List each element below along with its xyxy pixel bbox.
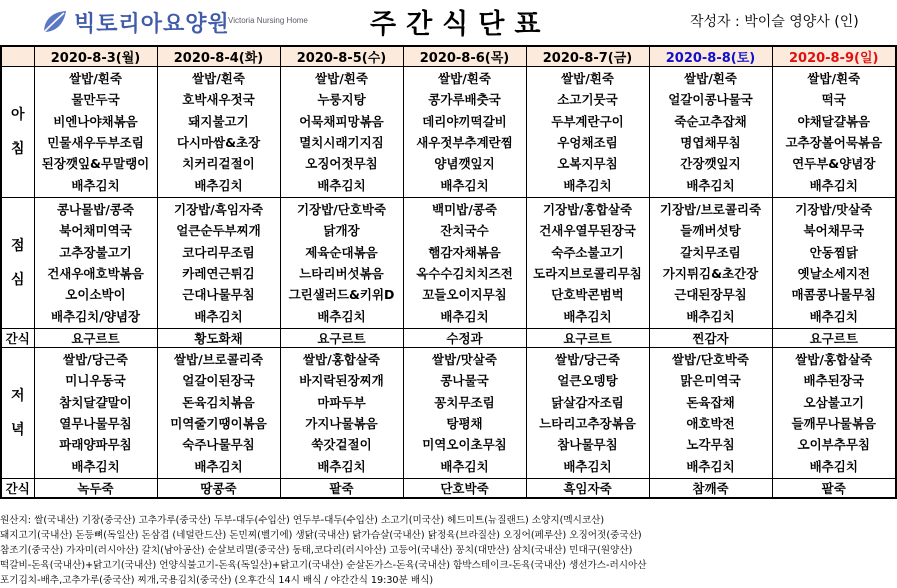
date-header: 2020-8-7(금): [526, 46, 649, 67]
menu-item: 숙주나물무침: [182, 437, 255, 453]
menu-item: 민물새우두부조림: [47, 135, 144, 150]
menu-item: 그린샐러드&키위D: [288, 287, 395, 303]
menu-item: 오이부추무침: [797, 437, 870, 453]
menu-item: 기장밥/브로콜리죽: [659, 202, 762, 218]
lunch-cell: [772, 198, 896, 329]
menu-item: 떡국: [821, 92, 846, 108]
breakfast-cell: [649, 67, 772, 198]
late-cell: 흑임자죽: [526, 479, 649, 499]
menu-item: 쌀밥/흰죽: [192, 71, 245, 87]
menu-item: 숙주소불고기: [551, 244, 624, 260]
menu-item: 미역오이초무침: [422, 437, 507, 453]
menu-item: 간장깻잎지: [680, 156, 741, 172]
dinner-cell: [772, 348, 896, 479]
logo-name: 빅토리아요양원: [74, 12, 230, 37]
breakfast-cell: [157, 67, 280, 198]
snack-cell: 요구르트: [772, 329, 896, 348]
logo-english-name: Victoria Nursing Home: [228, 16, 308, 25]
menu-item: 햄감자채볶음: [428, 244, 501, 260]
menu-item: 쌀밥/흰죽: [69, 71, 122, 87]
menu-item: 꽁치무조림: [434, 394, 495, 410]
menu-item: 멸치시래기지짐: [299, 135, 384, 150]
dinner-row: [1, 348, 896, 479]
menu-item: 얼큰오뎅탕: [557, 373, 618, 389]
lunch-cell: [526, 198, 649, 329]
menu-item: 쌀밥/당근죽: [63, 352, 128, 368]
menu-item: 명엽채무침: [680, 135, 741, 150]
dinner-cell: [280, 348, 403, 479]
late-cell: 땅콩죽: [157, 479, 280, 499]
menu-item: 고추장볼어묵볶음: [785, 135, 883, 150]
menu-item: 배추김치: [686, 177, 735, 193]
dinner-label-char: 저: [10, 388, 25, 404]
menu-item: 배추김치: [440, 308, 489, 324]
snack-row: [1, 329, 896, 348]
lunch-cell: [280, 198, 403, 329]
menu-item: 카레연근튀김: [182, 266, 255, 281]
snack-cell: 수정과: [403, 329, 526, 348]
menu-item: 배추김치: [71, 458, 120, 474]
origin-line: 포기김치-배추,고추가루(중국산) 찌개,국용김치(중국산) (오후간식 14시 배식 / 야간간식 19:30분 배식): [0, 575, 434, 586]
breakfast-label-char: 아: [10, 107, 25, 123]
menu-item: 꼬들오이지무침: [422, 287, 507, 303]
menu-item: 배추김치/양념장: [50, 308, 141, 324]
menu-item: 제육순대볶음: [305, 244, 378, 260]
menu-item: 된장깻잎&무말랭이: [41, 156, 150, 172]
menu-item: 열무나물무침: [59, 416, 132, 431]
origin-notes: [0, 513, 897, 588]
menu-item: 얼갈이된장국: [182, 373, 255, 389]
menu-item: 기장밥/맛살죽: [795, 202, 873, 218]
menu-item: 배추김치: [440, 177, 489, 193]
breakfast-label: [1, 67, 34, 198]
menu-item: 오삼불고기: [803, 394, 864, 410]
menu-item: 옛날소세지전: [797, 266, 870, 281]
breakfast-label-char: 침: [10, 141, 25, 157]
page-header: [0, 0, 897, 44]
menu-item: 배추김치: [194, 458, 243, 474]
menu-item: 매콤콩나물무침: [791, 287, 877, 303]
menu-item: 쑥갓겉절이: [311, 437, 372, 453]
snack-cell: 찐감자: [649, 329, 772, 348]
menu-item: 배추된장국: [803, 373, 864, 389]
dinner-cell: [526, 348, 649, 479]
menu-item: 북어채미역국: [59, 223, 132, 239]
date-header-saturday: 2020-8-8(토): [649, 46, 772, 67]
menu-item: 근대된장무침: [674, 287, 747, 303]
dinner-label: [1, 348, 34, 479]
author-label: 작성자 : 박이슬 영양사 (인): [690, 14, 859, 30]
menu-item: 배추김치: [317, 308, 366, 324]
menu-item: 배추김치: [809, 177, 858, 193]
breakfast-cell: [280, 67, 403, 198]
lunch-cell: [157, 198, 280, 329]
breakfast-row: [1, 67, 896, 198]
page-title: 주간식단표: [370, 9, 551, 40]
menu-item: 돈육김치볶음: [182, 394, 255, 410]
menu-item: 기장밥/단호박죽: [296, 202, 387, 218]
menu-item: 미역줄기땡이볶음: [170, 416, 267, 431]
menu-item: 야채달걀볶음: [797, 113, 870, 129]
menu-item: 물만두국: [71, 92, 120, 108]
origin-line: 참조기(중국산) 가자미(러시아산) 갈치(남아공산) 순살보리멸(중국산) 동태,코다리(러시아산) 고등어(국내산) 꽁치(대만산) 삼치(국내산) 민대구(원양산): [0, 545, 633, 556]
menu-item: 배추김치: [686, 458, 735, 474]
late-snack-row: [1, 479, 896, 499]
menu-item: 기장밥/흑임자죽: [173, 202, 264, 218]
lunch-row: [1, 198, 896, 329]
dinner-cell: [403, 348, 526, 479]
menu-item: 새우젓부추계란찜: [416, 135, 513, 150]
late-cell: 녹두죽: [34, 479, 157, 499]
breakfast-cell: [403, 67, 526, 198]
menu-item: 쌀밥/흰죽: [438, 71, 491, 87]
menu-item: 콩나물국: [440, 373, 489, 389]
weekly-menu-table: [0, 45, 897, 499]
menu-item: 가지튀김&초간장: [662, 266, 759, 281]
menu-item: 느타리버섯볶음: [299, 266, 384, 281]
breakfast-cell: [34, 67, 157, 198]
origin-line: 원산지: 쌀(국내산) 기장(중국산) 고추가루(중국산) 두부-대두(수입산) 연두부-대두(수입산) 소고기(미국산) 헤드미트(뉴질랜드) 소양지(멕시코산): [0, 515, 605, 526]
corner-cell: [1, 46, 34, 67]
menu-item: 배추김치: [563, 177, 612, 193]
date-header: 2020-8-3(월): [34, 46, 157, 67]
menu-item: 옥수수김치치즈전: [416, 266, 513, 281]
menu-item: 쌀밥/맛살죽: [432, 352, 497, 368]
menu-item: 연두부&양념장: [792, 156, 876, 172]
menu-item: 건새우열무된장국: [539, 223, 636, 239]
menu-item: 미니우동국: [65, 373, 126, 389]
menu-item: 돼지불고기: [188, 113, 249, 129]
menu-item: 쌀밥/브로콜리죽: [173, 352, 264, 368]
snack-label: 간식: [1, 329, 34, 348]
snack-cell: 요구르트: [34, 329, 157, 348]
menu-item: 돈육잡채: [686, 394, 735, 410]
menu-item: 배추김치: [194, 308, 243, 324]
menu-item: 오복지무침: [557, 156, 618, 172]
late-cell: 팥죽: [772, 479, 896, 499]
menu-item: 쌀밥/흰죽: [561, 71, 614, 87]
menu-item: 쌀밥/당근죽: [555, 352, 620, 368]
snack-cell: 황도화채: [157, 329, 280, 348]
menu-item: 쌀밥/흰죽: [807, 71, 861, 87]
menu-item: 바지락된장찌개: [299, 373, 384, 389]
menu-item: 양념깻잎지: [434, 156, 495, 172]
menu-item: 파래양파무침: [59, 437, 132, 453]
menu-item: 치커리겉절이: [182, 156, 255, 172]
menu-item: 누룽지탕: [317, 92, 366, 108]
menu-item: 우엉채조림: [557, 135, 618, 150]
menu-item: 닭살감자조림: [551, 394, 624, 410]
menu-item: 갈치무조림: [680, 244, 741, 260]
origin-line: 돼지고기(국내산) 돈등뼈(독일산) 돈삼겹 (네덜란드산) 돈민찌(벨기에) 생닭(국내산) 닭가슴살(국내산) 닭정육(브라질산) 오징어(페루산) 오징어젓(중국산): [0, 530, 642, 541]
menu-item: 콩가루배춧국: [428, 92, 501, 108]
menu-item: 탕평채: [446, 416, 483, 431]
late-cell: 참깨죽: [649, 479, 772, 499]
menu-item: 비엔나야채볶음: [53, 113, 138, 129]
lunch-label-char: 심: [10, 272, 25, 288]
late-label: 간식: [1, 479, 34, 499]
menu-item: 도라지브로콜리무침: [533, 266, 642, 281]
date-header-row: [1, 46, 896, 67]
menu-item: 쌀밥/흰죽: [315, 71, 368, 87]
menu-item: 기장밥/홍합살죽: [542, 202, 633, 218]
menu-item: 배추김치: [686, 308, 735, 324]
menu-item: 단호박콘범벅: [551, 287, 624, 303]
late-cell: 단호박죽: [403, 479, 526, 499]
menu-item: 배추김치: [809, 308, 858, 324]
dinner-cell: [34, 348, 157, 479]
breakfast-cell: [772, 67, 896, 198]
menu-item: 배추김치: [194, 177, 243, 193]
menu-item: 안동찜닭: [809, 244, 858, 260]
menu-item: 호박새우젓국: [182, 92, 255, 108]
menu-item: 맑은미역국: [680, 373, 741, 389]
menu-item: 배추김치: [440, 458, 489, 474]
menu-item: 애호박전: [686, 416, 735, 431]
lunch-cell: [34, 198, 157, 329]
menu-item: 배추김치: [317, 177, 366, 193]
menu-item: 소고기뭇국: [557, 92, 618, 108]
menu-item: 어묵채피망볶음: [299, 113, 384, 129]
menu-item: 느타리고추장볶음: [539, 416, 636, 431]
lunch-cell: [403, 198, 526, 329]
breakfast-cell: [526, 67, 649, 198]
date-header: 2020-8-5(수): [280, 46, 403, 67]
menu-item: 얼큰순두부찌개: [176, 223, 261, 239]
origin-line: 떡갈비-돈육(국내산)+닭고기(국내산) 언양식불고기-돈육(독일산)+닭고기(국내산) 순살돈가스-돈육(국내산) 함박스테이크-돈육(국내산) 생선가스-러시아산: [0, 560, 647, 571]
dinner-cell: [157, 348, 280, 479]
snack-cell: 요구르트: [280, 329, 403, 348]
menu-item: 배추김치: [71, 177, 120, 193]
menu-item: 가지나물볶음: [305, 416, 378, 431]
menu-item: 배추김치: [563, 308, 612, 324]
menu-item: 들깨버섯탕: [680, 223, 741, 239]
menu-item: 죽순고추잡채: [674, 113, 747, 129]
menu-item: 닭개장: [323, 223, 360, 239]
menu-item: 오이소박이: [65, 287, 126, 303]
menu-item: 쌀밥/단호박죽: [671, 352, 750, 368]
logo: [40, 6, 308, 38]
menu-item: 건새우애호박볶음: [47, 266, 144, 281]
menu-item: 들깨무나물볶음: [791, 416, 877, 431]
menu-item: 잔치국수: [440, 223, 489, 239]
menu-item: 오징어젓무침: [305, 156, 378, 172]
date-header: 2020-8-4(화): [157, 46, 280, 67]
menu-item: 얼갈이콩나물국: [668, 92, 753, 108]
menu-item: 콩나물밥/콩죽: [56, 202, 135, 218]
menu-item: 배추김치: [563, 458, 612, 474]
logo-leaf-icon: [40, 8, 68, 36]
menu-item: 쌀밥/홍합살죽: [302, 352, 381, 368]
menu-item: 고추장불고기: [59, 244, 132, 260]
menu-item: 두부계란구이: [551, 113, 624, 129]
dinner-label-char: 녁: [10, 422, 25, 438]
lunch-label: [1, 198, 34, 329]
late-cell: 팥죽: [280, 479, 403, 499]
menu-item: 데리야끼떡갈비: [422, 113, 507, 129]
menu-item: 배추김치: [317, 458, 366, 474]
menu-item: 마파두부: [317, 394, 366, 410]
dinner-cell: [649, 348, 772, 479]
menu-item: 노각무침: [686, 437, 735, 453]
menu-item: 백미밥/콩죽: [432, 202, 497, 218]
menu-item: 참나물무침: [557, 437, 618, 453]
snack-cell: 요구르트: [526, 329, 649, 348]
menu-item: 근대나물무침: [182, 287, 255, 303]
lunch-cell: [649, 198, 772, 329]
lunch-label-char: 점: [10, 238, 25, 254]
menu-item: 코다리무조림: [182, 244, 255, 260]
menu-item: 북어채무국: [803, 223, 864, 239]
menu-item: 다시마쌈&초장: [176, 135, 261, 150]
menu-item: 배추김치: [809, 458, 858, 474]
date-header: 2020-8-6(목): [403, 46, 526, 67]
menu-item: 참치달걀말이: [59, 394, 132, 410]
menu-item: 쌀밥/흰죽: [684, 71, 737, 87]
date-header-sunday: 2020-8-9(일): [772, 46, 896, 67]
menu-item: 쌀밥/홍합살죽: [795, 352, 873, 368]
